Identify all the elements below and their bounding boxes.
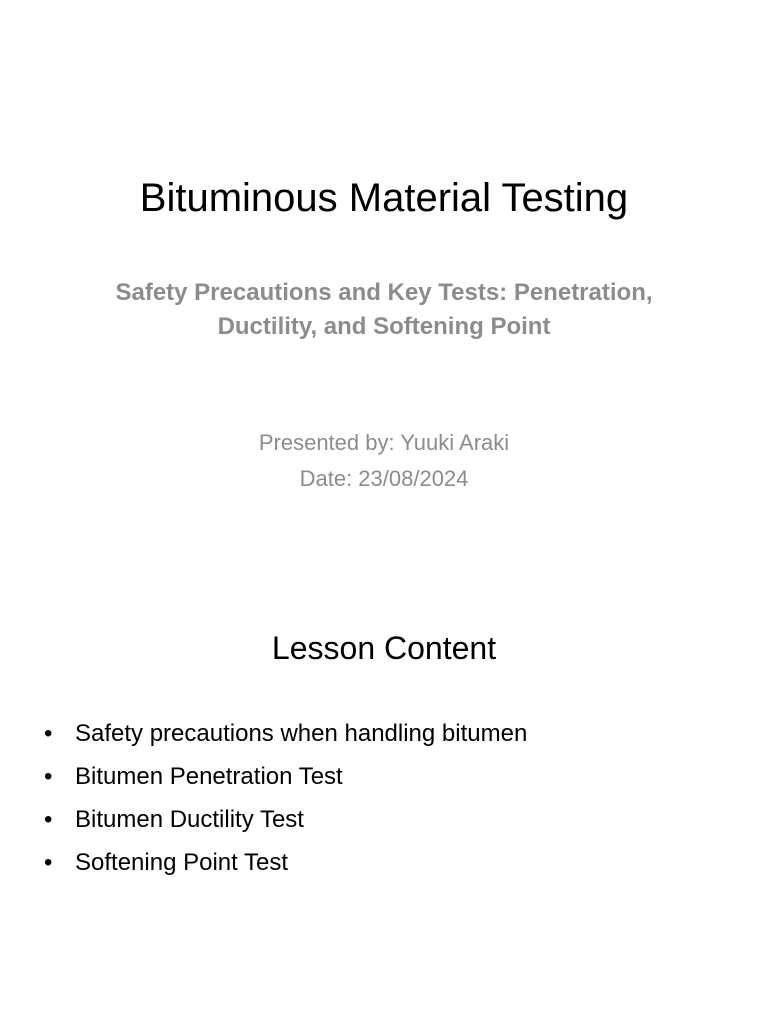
bullet-icon: • [44, 806, 53, 833]
bullet-icon: • [44, 849, 53, 876]
bullet-icon: • [44, 720, 53, 747]
lesson-content-title: Lesson Content [271, 630, 497, 666]
list-item [44, 841, 527, 884]
presenter-line: Presented by: Yuuki Araki [258, 430, 510, 455]
slide-title: Bituminous Material Testing [139, 176, 629, 220]
list-item [44, 755, 527, 798]
list-item-label: Safety precautions when handling bitumen [75, 720, 528, 747]
slide-subtitle: Safety Precautions and Key Tests: Penetration, Ductility, and Softening Point [115, 279, 653, 340]
bullet-icon: • [44, 763, 53, 790]
lesson-content-slide [0, 576, 768, 1024]
list-item-label: Bitumen Penetration Test [75, 763, 343, 790]
list-item-label: Softening Point Test [75, 849, 289, 876]
list-item [44, 712, 527, 755]
lesson-content-list [44, 712, 527, 884]
date-line: Date: 23/08/2024 [299, 466, 469, 491]
list-item [44, 798, 527, 841]
list-item-label: Bitumen Ductility Test [75, 806, 304, 833]
